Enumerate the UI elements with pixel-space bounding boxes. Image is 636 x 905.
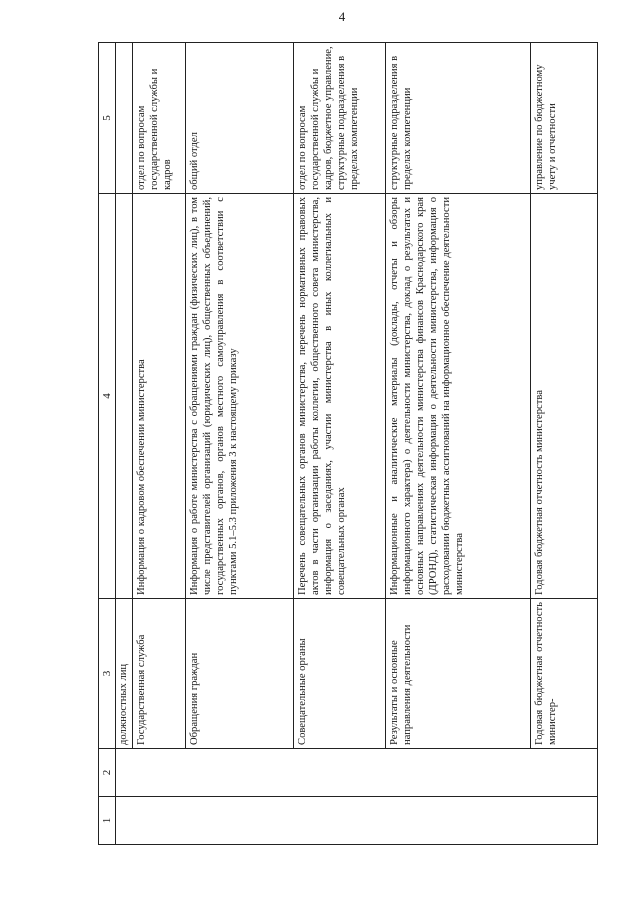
table-cell-responsible xyxy=(116,43,133,194)
data-table xyxy=(98,42,598,845)
table-row xyxy=(186,43,294,845)
table-cell-description: Информация о работе министерства с обращениями граждан (физических лиц), в том числе представителей организаций (юридических лиц), общественных объединений, государственных органов, органов местного самоуправления в соответствии с пунктами 5.1–5.3 приложения 3 к настоящему приказу xyxy=(186,194,294,599)
table-cell-responsible: структурные подразделения в пределах компетенции xyxy=(386,43,531,194)
table-cell-section: Совещательные органы xyxy=(294,599,386,749)
header-cell: 5 xyxy=(99,43,116,194)
header-cell: 3 xyxy=(99,599,116,749)
header-cell: 2 xyxy=(99,749,116,797)
table-row xyxy=(116,43,133,845)
header-cell: 1 xyxy=(99,797,116,845)
table-cell-section: Обращения граждан xyxy=(186,599,294,749)
table-cell-responsible: отдел по вопросам государственной службы и кадров, бюджетное управление, структурные подразделения в пределах компетенции xyxy=(294,43,386,194)
table-row xyxy=(133,43,186,845)
table-cell-description: Перечень совещательных органов министерства, перечень нормативных правовых актов в части организации работы коллегии, общественного совета министерства, информация о заседаниях, участии министерства в иных коллегиальных и совещательных органах xyxy=(294,194,386,599)
table-cell-description: Годовая бюджетная отчетность министерства xyxy=(531,194,598,599)
table-cell-section: Годовая бюджетная отчетность министер- xyxy=(531,599,598,749)
table-cell-section: должностных лиц xyxy=(116,599,133,749)
table-cell-section: Результаты и основные направления деятельности xyxy=(386,599,531,749)
table-cell-description: Информационные и аналитические материалы (доклады, отчеты и обзоры информационного характера) о деятельности министерства, доклад о результатах и основных направлениях деятельности министерства финансов Краснодарского края (ДРОНД), статистическая информация о деятельности министерства, информация о расходовании бюджетных ассигнований на информационное обеспечение деятельности министерства xyxy=(386,194,531,599)
header-cell: 4 xyxy=(99,194,116,599)
table-cell-col2 xyxy=(116,749,598,797)
table-row xyxy=(531,43,598,845)
table-cell-description xyxy=(116,194,133,599)
table-header-row xyxy=(99,43,116,845)
table-cell-responsible: отдел по вопросам государственной службы и кадров xyxy=(133,43,186,194)
table-row xyxy=(294,43,386,845)
table-cell-responsible: управление по бюджетному учету и отчетности xyxy=(531,43,598,194)
page-number: 4 xyxy=(338,9,346,24)
rotated-table-container xyxy=(98,43,598,845)
table-cell-col1 xyxy=(116,797,598,845)
table-cell-section: Государственная служба xyxy=(133,599,186,749)
table-cell-description: Информация о кадровом обеспечении министерства xyxy=(133,194,186,599)
table-cell-responsible: общий отдел xyxy=(186,43,294,194)
table-row xyxy=(386,43,531,845)
